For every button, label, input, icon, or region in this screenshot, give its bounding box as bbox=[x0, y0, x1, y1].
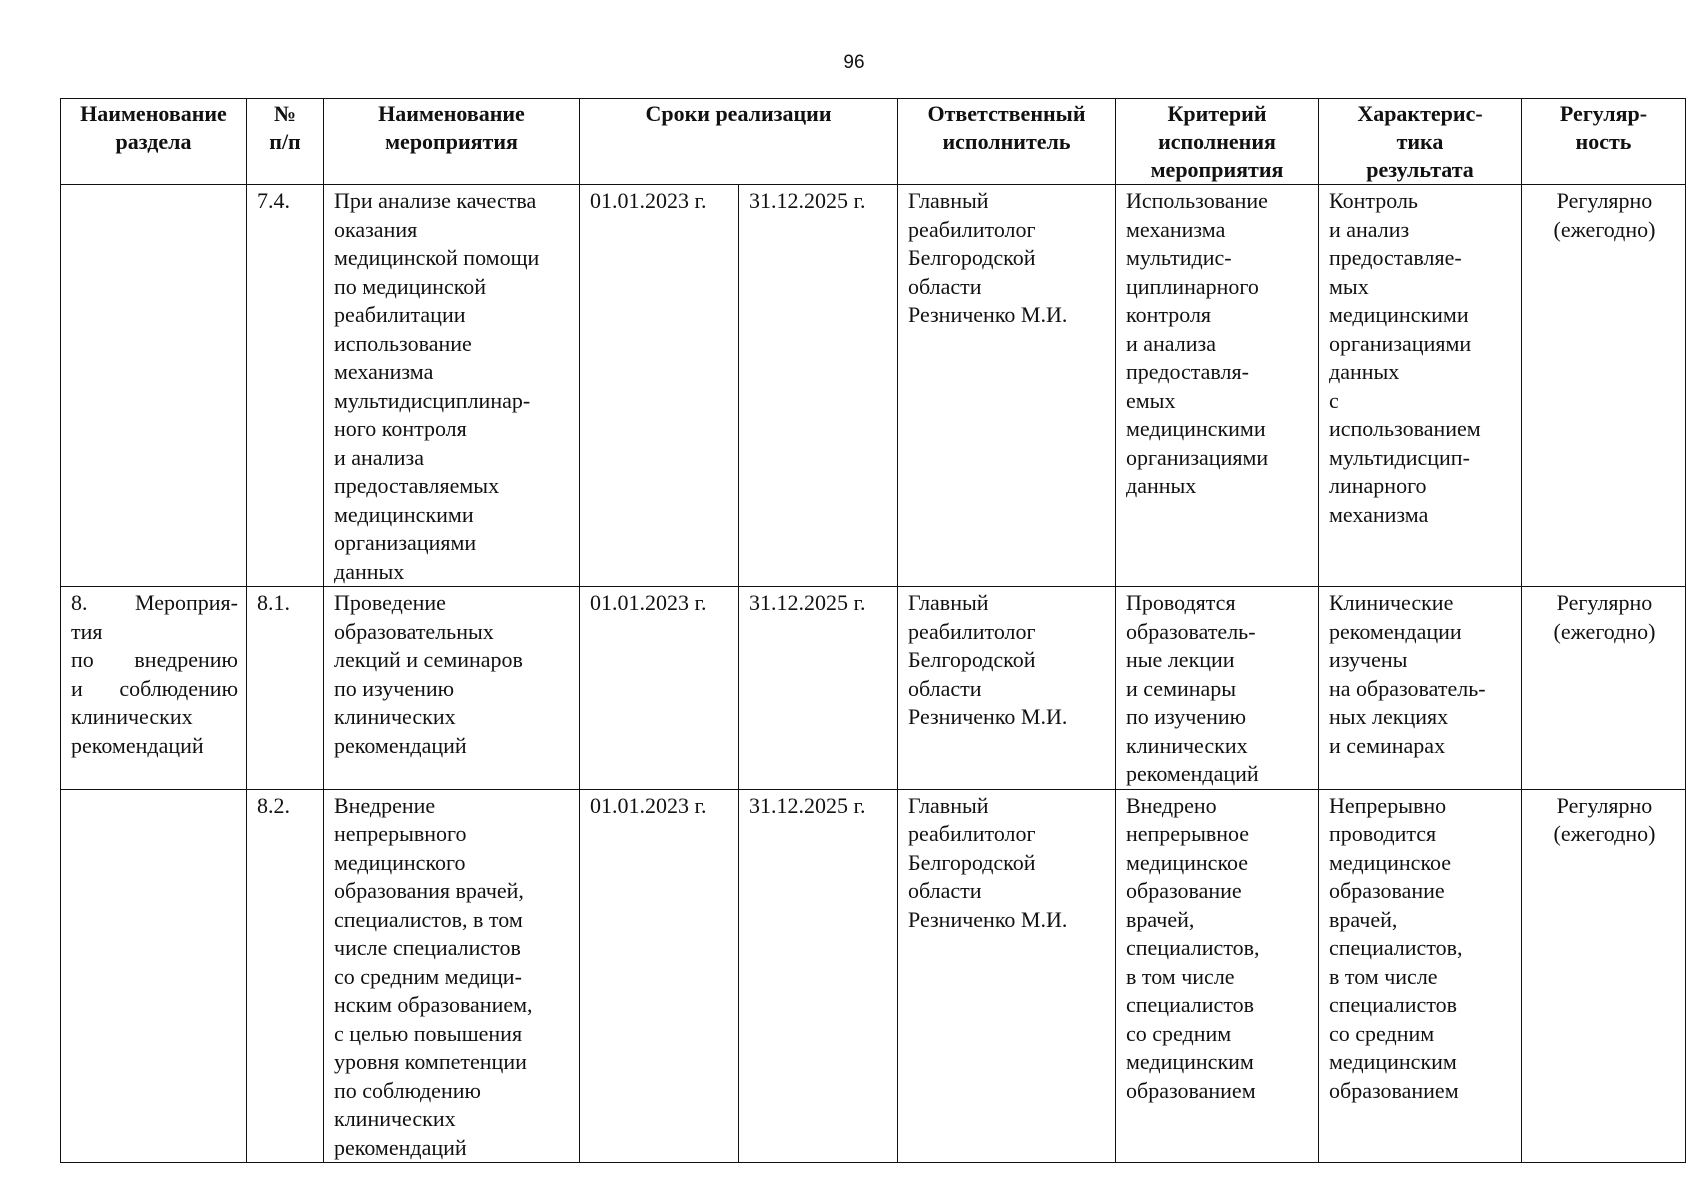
start-date-cell: 01.01.2023 г. bbox=[580, 789, 739, 1163]
cell-text-line: мых bbox=[1329, 273, 1369, 299]
cell-text-line: № bbox=[273, 101, 297, 126]
header-executor bbox=[898, 99, 1116, 185]
cell-text-line: образователь- bbox=[1126, 618, 1256, 644]
cell-text-line: ного контроля bbox=[334, 416, 467, 441]
cell-text-line: медицинское bbox=[1329, 849, 1452, 875]
cell-text-line: ные лекции bbox=[1126, 647, 1235, 672]
cell-text-line: и анализа bbox=[1126, 330, 1216, 356]
cell-text-line: мультидис- bbox=[1126, 245, 1232, 270]
cell-text-line: числе специалистов bbox=[334, 935, 521, 960]
cell-text-line: организациями bbox=[1329, 330, 1472, 356]
cell-text-line: медицинское bbox=[1126, 849, 1249, 875]
cell-text-line: рекомендаций bbox=[334, 732, 467, 758]
cell-text-line: уровня компетенции bbox=[334, 1049, 527, 1074]
cell-text-line: реабилитолог bbox=[908, 618, 1036, 644]
cell-text-line: медицинскими bbox=[1126, 416, 1266, 441]
header-result bbox=[1319, 99, 1522, 185]
cell-text-line: Главный bbox=[908, 590, 989, 615]
cell-text-line: специалистов, bbox=[1329, 935, 1463, 960]
table-row bbox=[61, 587, 1686, 790]
cell-text-line: данных bbox=[1329, 359, 1400, 384]
cell-text-line: медицинскими bbox=[334, 501, 474, 527]
cell-text-line: в том числе bbox=[1329, 963, 1438, 989]
cell-text-line: по изучению bbox=[334, 675, 455, 701]
cell-text-line: образованием bbox=[1126, 1077, 1256, 1103]
cell-text-line: клинических bbox=[71, 704, 193, 729]
cell-text-line: медицинским bbox=[1329, 1049, 1457, 1074]
number-cell: 8.2. bbox=[247, 789, 324, 1163]
cell-text-line: контроля bbox=[1126, 302, 1212, 327]
cell-text-line: При анализе качества bbox=[334, 188, 537, 213]
cell-text-line: (ежегодно) bbox=[1553, 216, 1656, 242]
cell-text-line: клинических bbox=[1126, 732, 1248, 758]
result-cell bbox=[1319, 587, 1522, 790]
cell-text-line: ных лекциях bbox=[1329, 704, 1449, 729]
cell-text-line: емых bbox=[1126, 387, 1176, 413]
number-cell: 8.1. bbox=[247, 587, 324, 790]
cell-text-line: со средним медици- bbox=[334, 963, 522, 989]
activity-cell bbox=[324, 587, 580, 790]
header-criterion bbox=[1116, 99, 1319, 185]
cell-text-line: области bbox=[908, 273, 982, 299]
cell-text-line: Резниченко М.И. bbox=[908, 906, 1068, 932]
end-date-cell: 31.12.2025 г. bbox=[739, 185, 898, 587]
cell-text-line: Главный bbox=[908, 188, 989, 213]
cell-text-line: оказания bbox=[334, 216, 418, 242]
cell-text-line: результата bbox=[1366, 157, 1474, 182]
cell-text-line: образовательных bbox=[334, 618, 494, 644]
cell-text-line: по изучению bbox=[1126, 704, 1247, 729]
regularity-cell bbox=[1522, 185, 1686, 587]
cell-text-line: Внедрение bbox=[334, 792, 436, 818]
cell-text-line: со средним bbox=[1126, 1020, 1232, 1046]
cell-text-line: области bbox=[908, 878, 982, 903]
regularity-cell bbox=[1522, 789, 1686, 1163]
end-date-cell: 31.12.2025 г. bbox=[739, 587, 898, 790]
end-date-cell: 31.12.2025 г. bbox=[739, 789, 898, 1163]
cell-text-line: Проведение bbox=[334, 590, 446, 615]
cell-text-line: в том числе bbox=[1126, 963, 1235, 989]
cell-text-line: изучены bbox=[1329, 647, 1408, 672]
cell-text-line: (ежегодно) bbox=[1553, 821, 1656, 846]
cell-text-line: по соблюдению bbox=[334, 1077, 481, 1103]
cell-text-line: медицинского bbox=[334, 849, 466, 875]
cell-text-line: Главный bbox=[908, 792, 989, 818]
cell-text-line: рекомендаций bbox=[71, 732, 204, 758]
cell-text-line: реабилитолог bbox=[908, 821, 1036, 846]
cell-text-line: медицинской помощи bbox=[334, 245, 540, 270]
cell-text-line: Наименование bbox=[80, 101, 227, 126]
cell-text-line: механизма bbox=[1126, 216, 1226, 242]
cell-text-line: образованием bbox=[1329, 1077, 1459, 1103]
executor-cell bbox=[898, 185, 1116, 587]
cell-text-line: Регулярно bbox=[1556, 792, 1653, 818]
cell-text-line: врачей, bbox=[1329, 906, 1398, 932]
header-number bbox=[247, 99, 324, 185]
cell-text-line: Регуляр- bbox=[1559, 101, 1648, 126]
cell-text-line: Критерий bbox=[1167, 101, 1267, 126]
cell-text-line: организациями bbox=[334, 530, 477, 555]
result-cell bbox=[1319, 185, 1522, 587]
cell-text-line: специалистов, bbox=[1126, 935, 1260, 960]
cell-text-line: образование bbox=[1126, 878, 1242, 903]
cell-text-line: механизма bbox=[334, 359, 434, 384]
cell-text-line: по медицинской bbox=[334, 273, 487, 299]
cell-text-line: непрерывного bbox=[334, 821, 467, 846]
cell-text-line: Клинические bbox=[1329, 590, 1454, 615]
cell-text-line: Характерис- bbox=[1357, 101, 1483, 126]
cell-text-line: исполнения bbox=[1158, 129, 1276, 154]
page-number: 96 bbox=[843, 52, 865, 73]
cell-text-line: и анализ bbox=[1329, 216, 1410, 242]
executor-cell bbox=[898, 587, 1116, 790]
cell-text-line: исполнитель bbox=[942, 129, 1071, 154]
cell-text-line: тика bbox=[1396, 129, 1444, 154]
cell-text-line: Наименование bbox=[378, 101, 525, 126]
cell-text-line: медицинским bbox=[1126, 1049, 1254, 1074]
cell-text-line: Ответственный bbox=[927, 101, 1086, 126]
cell-text-line: проводится bbox=[1329, 821, 1437, 846]
table-row bbox=[61, 185, 1686, 587]
cell-text-line: Непрерывно bbox=[1329, 792, 1447, 818]
cell-text-line: мероприятия bbox=[1150, 157, 1284, 182]
cell-text-line: специалистов bbox=[1329, 992, 1458, 1017]
cell-text-line: по внедрению bbox=[71, 647, 238, 672]
cell-text-line: п/п bbox=[269, 129, 301, 154]
header-row bbox=[61, 99, 1686, 185]
cell-text-line: лекций и семинаров bbox=[334, 647, 523, 672]
cell-text-line: предоставля- bbox=[1126, 359, 1249, 384]
cell-text-line: использование bbox=[334, 330, 472, 356]
cell-text-line: области bbox=[908, 675, 982, 701]
cell-text-line: использованием bbox=[1329, 416, 1481, 441]
cell-text-line: нским образованием, bbox=[334, 992, 533, 1017]
cell-text-line: Белгородской bbox=[908, 849, 1036, 875]
executor-cell bbox=[898, 789, 1116, 1163]
cell-text-line: Белгородской bbox=[908, 647, 1036, 672]
cell-text-line: мультидисциплинар- bbox=[334, 387, 531, 413]
cell-text-line: реабилитации bbox=[334, 302, 466, 327]
cell-text-line: клинических bbox=[334, 704, 456, 729]
cell-text-line: тия bbox=[71, 618, 103, 644]
cell-text-line: с целью повышения bbox=[334, 1020, 523, 1046]
cell-text-line: специалистов, в том bbox=[334, 906, 523, 932]
section-cell bbox=[61, 587, 247, 790]
cell-text-line: Проводятся bbox=[1126, 590, 1236, 615]
cell-text-line: и семинары bbox=[1126, 675, 1237, 701]
cell-text-line: данных bbox=[334, 558, 405, 584]
cell-text-line: Внедрено bbox=[1126, 792, 1217, 818]
cell-text-line: Контроль bbox=[1329, 188, 1418, 213]
cell-text-line: мультидисцип- bbox=[1329, 444, 1470, 470]
number-cell: 7.4. bbox=[247, 185, 324, 587]
activity-cell bbox=[324, 185, 580, 587]
cell-text-line: специалистов bbox=[1126, 992, 1255, 1017]
cell-text-line: (ежегодно) bbox=[1553, 618, 1656, 644]
activity-plan-table bbox=[60, 98, 1686, 1163]
cell-text-line: образование bbox=[1329, 878, 1445, 903]
header-dates: Сроки реализации bbox=[580, 99, 898, 185]
section-cell bbox=[61, 789, 247, 1163]
start-date-cell: 01.01.2023 г. bbox=[580, 587, 739, 790]
cell-text-line: Белгородской bbox=[908, 245, 1036, 270]
start-date-cell: 01.01.2023 г. bbox=[580, 185, 739, 587]
cell-text-line: медицинскими bbox=[1329, 302, 1469, 327]
activity-cell bbox=[324, 789, 580, 1163]
result-cell bbox=[1319, 789, 1522, 1163]
cell-text-line: предоставляемых bbox=[334, 473, 500, 498]
cell-text-line: с bbox=[1329, 387, 1339, 413]
cell-text-line: врачей, bbox=[1126, 906, 1195, 932]
criterion-cell bbox=[1116, 587, 1319, 790]
cell-text-line: Регулярно bbox=[1556, 188, 1653, 213]
cell-text-line: линарного bbox=[1329, 473, 1427, 498]
cell-text-line: и соблюдению bbox=[71, 675, 238, 701]
table-row bbox=[61, 789, 1686, 1163]
cell-text-line: ность bbox=[1575, 129, 1632, 154]
cell-text-line: и анализа bbox=[334, 444, 424, 470]
cell-text-line: непрерывное bbox=[1126, 821, 1250, 846]
criterion-cell bbox=[1116, 185, 1319, 587]
header-activity bbox=[324, 99, 580, 185]
cell-text-line: Использование bbox=[1126, 188, 1268, 213]
cell-text-line: циплинарного bbox=[1126, 273, 1259, 299]
cell-text-line: реабилитолог bbox=[908, 216, 1036, 242]
cell-text-line: рекомендаций bbox=[1126, 761, 1259, 786]
section-cell bbox=[61, 185, 247, 587]
cell-text-line: мероприятия bbox=[385, 129, 518, 154]
cell-text-line: раздела bbox=[115, 129, 192, 154]
cell-text-line: предоставляе- bbox=[1329, 245, 1462, 270]
cell-text-line: данных bbox=[1126, 473, 1197, 498]
criterion-cell bbox=[1116, 789, 1319, 1163]
cell-text-line: рекомендаций bbox=[334, 1134, 467, 1160]
cell-text-line: механизма bbox=[1329, 501, 1429, 527]
cell-text-line: организациями bbox=[1126, 444, 1269, 470]
cell-text-line: со средним bbox=[1329, 1020, 1435, 1046]
cell-text-line: Резниченко М.И. bbox=[908, 302, 1068, 327]
cell-text-line: Резниченко М.И. bbox=[908, 704, 1068, 729]
header-regularity bbox=[1522, 99, 1686, 185]
cell-text-line: 8. Мероприя- bbox=[71, 590, 238, 615]
header-section bbox=[61, 99, 247, 185]
cell-text-line: образования врачей, bbox=[334, 878, 524, 903]
cell-text-line: рекомендации bbox=[1329, 618, 1462, 644]
cell-text-line: клинических bbox=[334, 1106, 456, 1131]
cell-text-line: и семинарах bbox=[1329, 732, 1446, 758]
regularity-cell bbox=[1522, 587, 1686, 790]
cell-text-line: Регулярно bbox=[1556, 590, 1653, 615]
cell-text-line: на образователь- bbox=[1329, 675, 1486, 701]
